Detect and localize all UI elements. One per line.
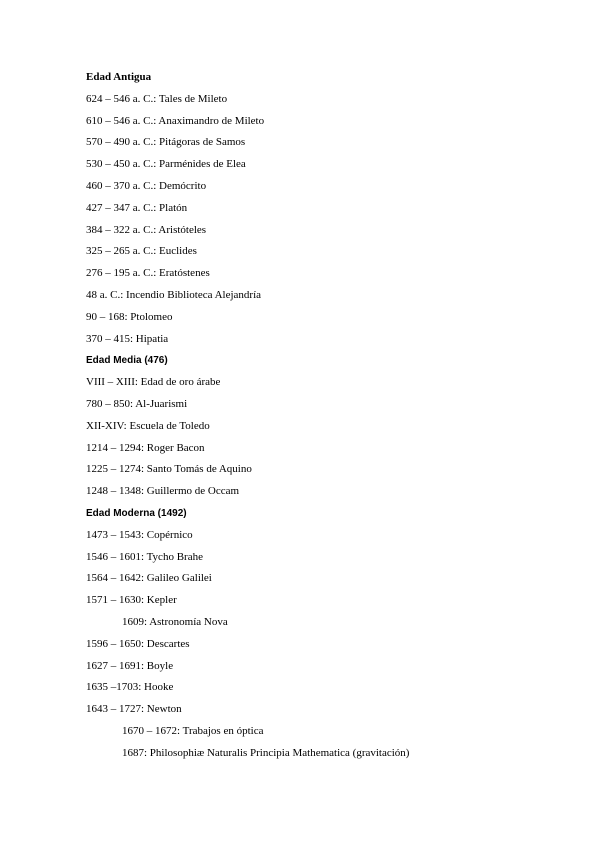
section-heading-edad-moderna: Edad Moderna (1492) bbox=[86, 507, 187, 519]
timeline-entry: 624 – 546 a. C.: Tales de Mileto bbox=[86, 92, 228, 105]
timeline-entry: 384 – 322 a. C.: Aristóteles bbox=[86, 223, 207, 236]
timeline-entry: 48 a. C.: Incendio Biblioteca Alejandría bbox=[86, 288, 262, 301]
timeline-entry: 90 – 168: Ptolomeo bbox=[86, 310, 173, 323]
timeline-entry: 1571 – 1630: Kepler bbox=[86, 594, 177, 607]
timeline-entry: 1596 – 1650: Descartes bbox=[86, 637, 190, 650]
timeline-entry: XII-XIV: Escuela de Toledo bbox=[86, 419, 210, 432]
timeline-entry: 276 – 195 a. C.: Eratóstenes bbox=[86, 267, 210, 280]
timeline-entry: VIII – XIII: Edad de oro árabe bbox=[86, 376, 221, 389]
document-page bbox=[86, 67, 586, 765]
timeline-sub-entry: 1609: Astronomía Nova bbox=[122, 615, 228, 628]
timeline-entry: 427 – 347 a. C.: Platón bbox=[86, 201, 188, 214]
timeline-entry: 1473 – 1543: Copérnico bbox=[86, 528, 193, 541]
timeline-entry: 1643 – 1727: Newton bbox=[86, 703, 182, 716]
timeline-entry: 1635 –1703: Hooke bbox=[86, 681, 174, 694]
timeline-entry: 1627 – 1691: Boyle bbox=[86, 659, 174, 672]
timeline-entry: 1248 – 1348: Guillermo de Occam bbox=[86, 485, 240, 498]
timeline-entry: 1564 – 1642: Galileo Galilei bbox=[86, 572, 212, 585]
timeline-entry: 1225 – 1274: Santo Tomás de Aquino bbox=[86, 463, 252, 476]
timeline-entry: 325 – 265 a. C.: Euclides bbox=[86, 245, 197, 258]
timeline-sub-entry: 1670 – 1672: Trabajos en óptica bbox=[122, 724, 264, 737]
section-heading-edad-media: Edad Media (476) bbox=[86, 355, 168, 367]
timeline-entry: 460 – 370 a. C.: Demócrito bbox=[86, 179, 207, 192]
timeline-entry: 1214 – 1294: Roger Bacon bbox=[86, 441, 205, 454]
timeline-entry: 610 – 546 a. C.: Anaximandro de Mileto bbox=[86, 114, 265, 127]
timeline-entry: 780 – 850: Al-Juarismi bbox=[86, 397, 188, 410]
timeline-entry: 1546 – 1601: Tycho Brahe bbox=[86, 550, 203, 563]
timeline-entry: 530 – 450 a. C.: Parménides de Elea bbox=[86, 158, 246, 171]
timeline-entry: 370 – 415: Hipatia bbox=[86, 332, 169, 345]
timeline-sub-entry: 1687: Philosophiæ Naturalis Principia Mathematica (gravitación) bbox=[122, 746, 410, 759]
section-heading-edad-antigua: Edad Antigua bbox=[86, 71, 152, 83]
timeline-entry: 570 – 490 a. C.: Pitágoras de Samos bbox=[86, 136, 246, 149]
